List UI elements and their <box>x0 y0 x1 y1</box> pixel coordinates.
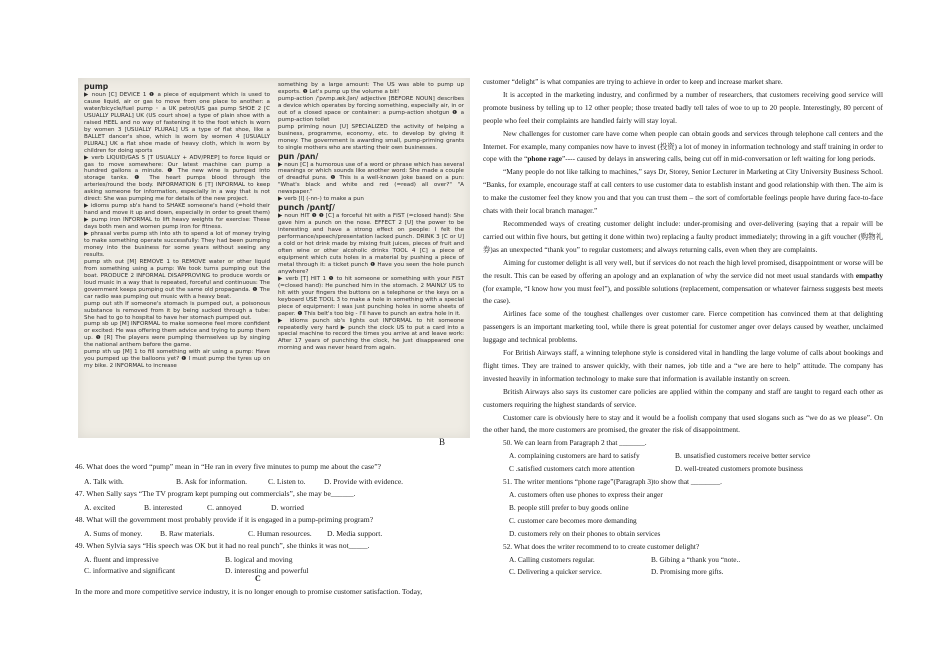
dictionary-scan-image <box>78 78 470 438</box>
question-51 <box>483 476 883 541</box>
option-d[interactable]: D. Media support. <box>327 529 383 538</box>
section-label-b: B <box>439 437 446 447</box>
dictionary-headword: pun /pʌn/ <box>278 151 319 161</box>
option-d[interactable]: D. well-treated customers promote business <box>675 464 803 474</box>
dictionary-line: ▶ verb [T] HIT 1 ❶ to hit someone or something with your FIST (=closed hand): He punched him in the stomach. 2 MAINLY US to hit with your fingers the buttons on a telephone or the keys on a keyboard USE TOOL 3 to make a hole in something with a special piece of equipment: I was just punching holes in some sheets of paper. ❶ This belt's too big - I'll have to punch an extra hole in it. <box>278 275 464 317</box>
option-c[interactable]: C. Delivering a quicker service. <box>509 567 602 577</box>
passage-paragraph: Customer care is obviously here to stay and it would be a foolish company that used slogans such as “we do as we please”. On the other hand, the more customers are promised, the greater the risk of disappointment. <box>483 412 883 435</box>
question-49-stem: 49. When Sylvia says “His speech was OK but it had no real punch”, she thinks it was not_____. <box>75 541 370 550</box>
dictionary-line: ▶ phrasal verbs pump sth into sth to spend a lot of money trying to make something operate successfully: They had been pumping money into the business for some years without seeing any results. <box>84 231 270 258</box>
dictionary-line: pump-action /ˈpʌmp.æk.ʃən/ adjective [BEFORE NOUN] describes a device which operates by forcing something, especially air, in or out of a closed space or container: a pump-action shotgun ❶ a pump-action toilet <box>278 95 464 123</box>
option-c[interactable]: C. annoyed <box>207 503 242 512</box>
passage-paragraph: Aiming for customer delight is all very well, but if services do not reach the high level promised, disappointment or worse will be the result. This can be eased by offering an apology and an explanation of why the service did not meet usual standards with empathy (for example, “I know how you must feel”), and possible solutions (replacement, compensation or whatever fairness suggests best meets the case). <box>483 257 883 306</box>
options-row <box>483 463 883 476</box>
option-c[interactable]: C. Listen to. <box>268 477 306 486</box>
option-b[interactable]: B. people still prefer to buy goods online <box>509 502 629 512</box>
dictionary-line: ▶ idioms pump sb's hand to SHAKE someone's hand (=hold their hand and move it up and down, especially in order to greet them) ▶ pump iron INFORMAL to lift heavy weights for exercise: These days both men and women pump iron for fitness. <box>84 203 270 231</box>
question-50 <box>483 437 883 476</box>
question-46-stem: 46. What does the word “pump” mean in “He ran in every five minutes to pump me about the case”? <box>75 462 382 471</box>
dictionary-line: pump priming noun [U] SPECIALIZED the activity of helping a business, programme, economy, etc. to develop by giving it money: The government is awarding small, pump-priming grants to single mothers who are starting their own businesses. <box>278 123 464 151</box>
question-stem: 50. We can learn from Paragraph 2 that _______. <box>503 438 647 448</box>
dictionary-line: pump out sth If someone's stomach is pumped out, a poisonous substance is removed from it by being sucked through a tube: She had to go to hospital to have her stomach pumped out. <box>84 300 270 321</box>
passage-paragraph: Airlines face some of the toughest challenges over customer care. Fierce competition has convinced them at that delighting passengers is an important marketing tool, while there is great potential for customer anger over delays caused by weather, unclaimed luggage and technical problems. <box>483 309 883 345</box>
option-c[interactable]: C. informative and significant <box>84 566 176 575</box>
option-b[interactable]: B. logical and moving <box>225 555 293 564</box>
dictionary-line: ▶ noun [C] a humorous use of a word or phrase which has several meanings or which sounds like another word: She made a couple of dreadful puns. ❶ This is a well-known joke based on a pun: "What's black and white and red (=read) all over?" "A newspaper." <box>278 161 464 196</box>
dictionary-headword: pump <box>84 82 109 91</box>
option-c[interactable]: C .satisfied customers catch more attention <box>509 464 635 474</box>
passage-c <box>483 76 883 579</box>
option-b[interactable]: B. unsatisfied customers receive better service <box>675 451 811 461</box>
option-a[interactable]: A. excited <box>84 503 116 512</box>
passage-c-opening: In the more and more competitive service industry, it is no longer enough to promise customer satisfaction. Today, <box>75 587 423 596</box>
option-a[interactable]: A. fluent and impressive <box>84 555 159 564</box>
dictionary-line: pump sth out [M] REMOVE 1 to REMOVE water or other liquid from something using a pump: We took turns pumping out the boat. PRODUCE 2 INFORMAL DISAPPROVING to produce words or loud music in a way that is repeated, forceful and continuous: The government keeps pumping out the same old propaganda. ❶ The car radio was pumping out music with a heavy beat. <box>84 258 270 300</box>
options-row <box>483 554 883 567</box>
options-row <box>483 450 883 463</box>
option-b[interactable]: B. Gibing a “thank you “note.. <box>651 554 741 564</box>
option-d[interactable]: D. customers rely on their phones to obtain services <box>509 528 661 538</box>
question-52 <box>483 541 883 580</box>
passage-paragraph: “Many people do not like talking to machines,” says Dr, Storey, Senior Lecturer in Marketing at City University Business School. “Banks, for example, encourage staff at call centers to use customer data to establish instant and good relationship with then. The aim is to make the customer feel they know you and that you can trust them – the sort of comfortable feelings people have during face-to-face chats with their local branch manager.” <box>483 167 883 216</box>
dictionary-line: pump sth up [M] 1 to fill something with air using a pump: Have you pumped up the balloons yet? ❶ I must pump the tyres up on my bike. 2 INFORMAL to increase <box>84 349 270 370</box>
dictionary-line: something by a large amount: The US was able to pump up exports. ❶ Let's pump up the volume a bit! <box>278 82 464 95</box>
question-stem: 51. The writer mentions “phone rage”(Paragraph 3)to show that ________. <box>503 477 722 487</box>
option-b[interactable]: B. Ask for information. <box>176 477 248 486</box>
option-c[interactable]: C. Human resources. <box>248 529 312 538</box>
passage-paragraph: It is accepted in the marketing industry, and confirmed by a number of researchers, that customers receiving good service will promote business by telling up to 12 other people; those treated badly tell tales of woe to up to 20 people. Interestingly, 80 percent of people who feel their complaints are handled fairly will stay loyal. <box>483 89 883 125</box>
passage-paragraph: Recommended ways of creating customer delight include: under-promising and over-delivering (saying that a repair will be carried out within five hours, but getting it done within two) replacing a faulty product immediately; throwing in a gift voucher (购物礼券)as an unexpected “thank you” to regular customers; and always returning calls, even when they are complaints. <box>483 218 883 254</box>
option-d[interactable]: D. interesting and powerful <box>225 566 309 575</box>
dictionary-headword: punch /pʌntʃ/ <box>278 203 335 213</box>
option-d[interactable]: D. worried <box>271 503 304 512</box>
option-a[interactable]: A. complaining customers are hard to satisfy <box>509 451 640 461</box>
option-a[interactable]: A. Talk with. <box>84 477 124 486</box>
dictionary-column-left <box>84 82 270 370</box>
passage-paragraph: British Airways also says its customer care policies are applied within the company and staff are taught to regard each other as customers requiring the highest standards of service. <box>483 386 883 409</box>
dictionary-line: ▶ verb LIQUID/GAS 5 [T USUALLY + ADV/PREP] to force liquid or gas to move somewhere: Our latest machine can pump a hundred gallons a minute. ❶ The new wine is pumped into storage tanks. ❶ The heart pumps blood through the arteries/round the body. INFORMATION 6 [T] INFORMAL to keep asking someone for information, especially in a way that is not direct: She was pumping me for details of the new project. <box>84 154 270 203</box>
question-48-stem: 48. What will the government most probably provide if it is engaged in a pump-priming program? <box>75 515 374 524</box>
highlighted-term: empathy <box>855 270 883 280</box>
option-b[interactable]: B. interested <box>144 503 183 512</box>
option-c[interactable]: C. customer care becomes more demanding <box>509 515 637 525</box>
passage-paragraph: customer “delight” is what companies are trying to achieve in order to keep and increase market share. <box>483 77 783 86</box>
option-a[interactable]: A. Sums of money. <box>84 529 143 538</box>
question-47-stem: 47. When Sally says “The TV program kept pumping out commercials”, she may be______. <box>75 489 356 498</box>
dictionary-line: ▶ noun HIT ❶ ❶ [C] a forceful hit with a FIST (=closed hand): She gave him a punch on the nose. EFFECT 2 [U] the power to be interesting and have a strong effect on people: I felt the performance/speech/presentation lacked punch. DRINK 3 [C or U] a cold or hot drink made by mixing fruit juices, pieces of fruit and often wine or other alcoholic drinks TOOL 4 [C] a piece of equipment which cuts holes in a material by pushing a piece of metal through it: a ticket punch ❶ Have you seen the hole punch anywhere? <box>278 213 464 275</box>
option-a[interactable]: A. Calling customers regular. <box>509 554 595 564</box>
options-row <box>483 566 883 579</box>
option-d[interactable]: D. Promising more gifts. <box>651 567 724 577</box>
option-a[interactable]: A. customers often use phones to express their anger <box>509 489 663 499</box>
option-d[interactable]: D. Provide with evidence. <box>324 477 404 486</box>
dictionary-line: pump sb up [M] INFORMAL to make someone feel more confident or excited: He was offering them advice and trying to pump them up. ❶ [R] The players were pumping themselves up by singing the national anthem before the game. <box>84 321 270 349</box>
passage-paragraph: For British Airways staff, a winning telephone style is considered vital in handling the large volume of calls about bookings and flight times. They are trained to answer quickly, with their names, job title and a “we are here to help” attitude. The company has invested heavily in information technology to make sure that information is available instantly on screen. <box>483 348 883 383</box>
section-label-c: C <box>255 574 261 583</box>
dictionary-line: ▶ noun [C] DEVICE 1 ❶ a piece of equipment which is used to cause liquid, air or gas to move from one place to another: a water/bicycle/fuel pump ◦ a UK petrol/US gas pump SHOE 2 [C USUALLY PLURAL] UK (US court shoe) a type of plain shoe with a raised HEEL and no way of fastening it to the foot which is worn by women 3 [USUALLY PLURAL] US a type of flat shoe, like a BALLET dancer's shoe, which is worn by women 4 [USUALLY PLURAL] UK a flat shoe made of heavy cloth, which is worn by children for doing sports <box>84 92 270 154</box>
dictionary-line: ▶ verb [I] (-nn-) to make a pun <box>278 196 364 203</box>
option-b[interactable]: B. Raw materials. <box>160 529 215 538</box>
passage-paragraph: New challenges for customer care have come when people can obtain goods and services through telephone call centers and the Internet. For example, many companies now have to invest (投资) a lot of money in information technology and staff training in order to cope with the “phone rage”---- caused by delays in answering calls, being cut off in mid-conversation or left waiting for long periods. <box>483 128 883 164</box>
question-stem: 52. What does the writer recommend to to create customer delight? <box>503 541 700 551</box>
highlighted-term: phone rage <box>527 154 563 164</box>
dictionary-column-right <box>278 82 464 352</box>
dictionary-line: ▶ idioms punch sb's lights out INFORMAL to hit someone repeatedly very hard ▶ punch the clock US to put a card into a special machine to record the times you arrive at and leave work: After 17 years of punching the clock, he just disappeared one morning and was never heard from again. <box>278 317 464 352</box>
